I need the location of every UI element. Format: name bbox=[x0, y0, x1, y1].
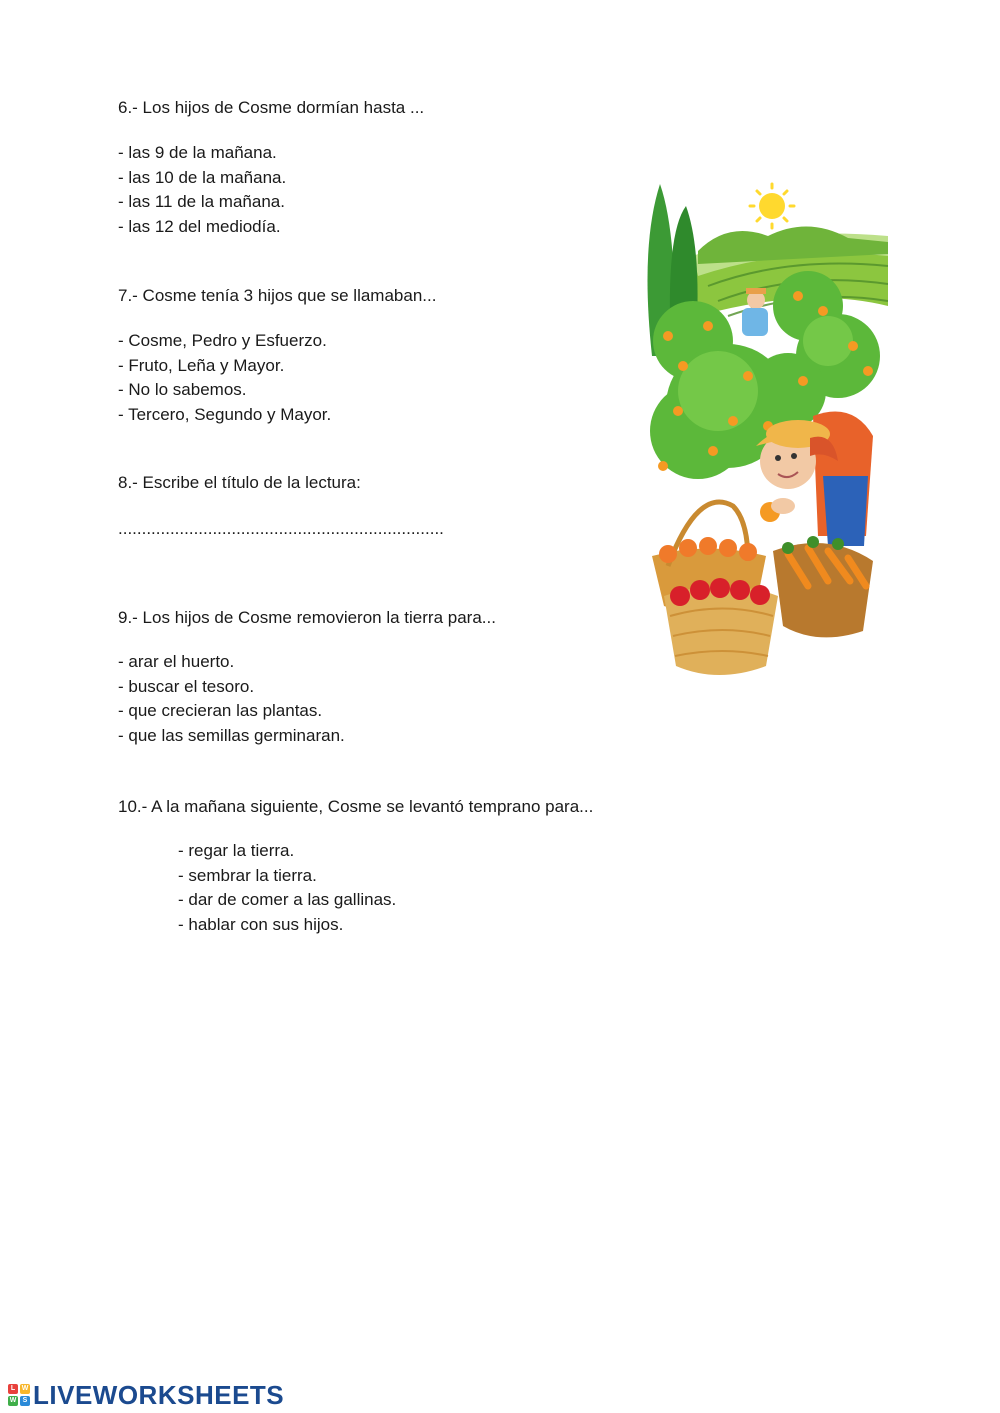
question-9-prompt: 9.- Los hijos de Cosme removieron la tierra para... bbox=[118, 608, 496, 627]
option[interactable]: - Cosme, Pedro y Esfuerzo. bbox=[118, 331, 327, 350]
option[interactable]: - hablar con sus hijos. bbox=[178, 915, 344, 935]
option[interactable]: - las 12 del mediodía. bbox=[118, 217, 281, 237]
option[interactable]: - sembrar la tierra. bbox=[178, 865, 317, 885]
option[interactable]: - arar el huerto. bbox=[118, 652, 235, 671]
question-8-prompt: 8.- Escribe el título de la lectura: bbox=[118, 473, 361, 492]
option[interactable]: - Fruto, Leña y Mayor. bbox=[118, 355, 285, 375]
question-10-prompt: 10.- A la mañana siguiente, Cosme se levantó temprano para... bbox=[118, 797, 594, 816]
option[interactable]: - las 9 de la mañana. bbox=[118, 143, 277, 162]
question-6-prompt: 6.- Los hijos de Cosme dormían hasta ... bbox=[118, 98, 425, 117]
option[interactable]: - Tercero, Segundo y Mayor. bbox=[118, 405, 332, 425]
question-9-options bbox=[118, 650, 345, 749]
option[interactable]: - que crecieran las plantas. bbox=[118, 701, 323, 721]
sun-icon bbox=[750, 184, 794, 228]
question-7-prompt: 7.- Cosme tenía 3 hijos que se llamaban... bbox=[118, 286, 437, 305]
option[interactable]: - regar la tierra. bbox=[178, 841, 295, 860]
logo-text: LIVEWORKSHEETS bbox=[33, 1379, 285, 1410]
farmer-orchard-illustration bbox=[638, 176, 888, 686]
title-answer-field[interactable]: ..................................................................... bbox=[118, 519, 444, 538]
option[interactable]: - buscar el tesoro. bbox=[118, 676, 255, 696]
question-7-options bbox=[118, 329, 331, 428]
option[interactable]: - que las semillas germinaran. bbox=[118, 726, 345, 746]
logo-mark-icon: L W W S bbox=[9, 1385, 29, 1404]
question-6-options bbox=[118, 141, 286, 240]
option[interactable]: - No lo sabemos. bbox=[118, 380, 247, 400]
option[interactable]: - las 10 de la mañana. bbox=[118, 167, 287, 187]
question-10-options bbox=[178, 839, 396, 938]
option[interactable]: - las 11 de la mañana. bbox=[118, 192, 285, 212]
liveworksheets-logo[interactable] bbox=[8, 1381, 284, 1409]
option[interactable]: - dar de comer a las gallinas. bbox=[178, 890, 397, 910]
